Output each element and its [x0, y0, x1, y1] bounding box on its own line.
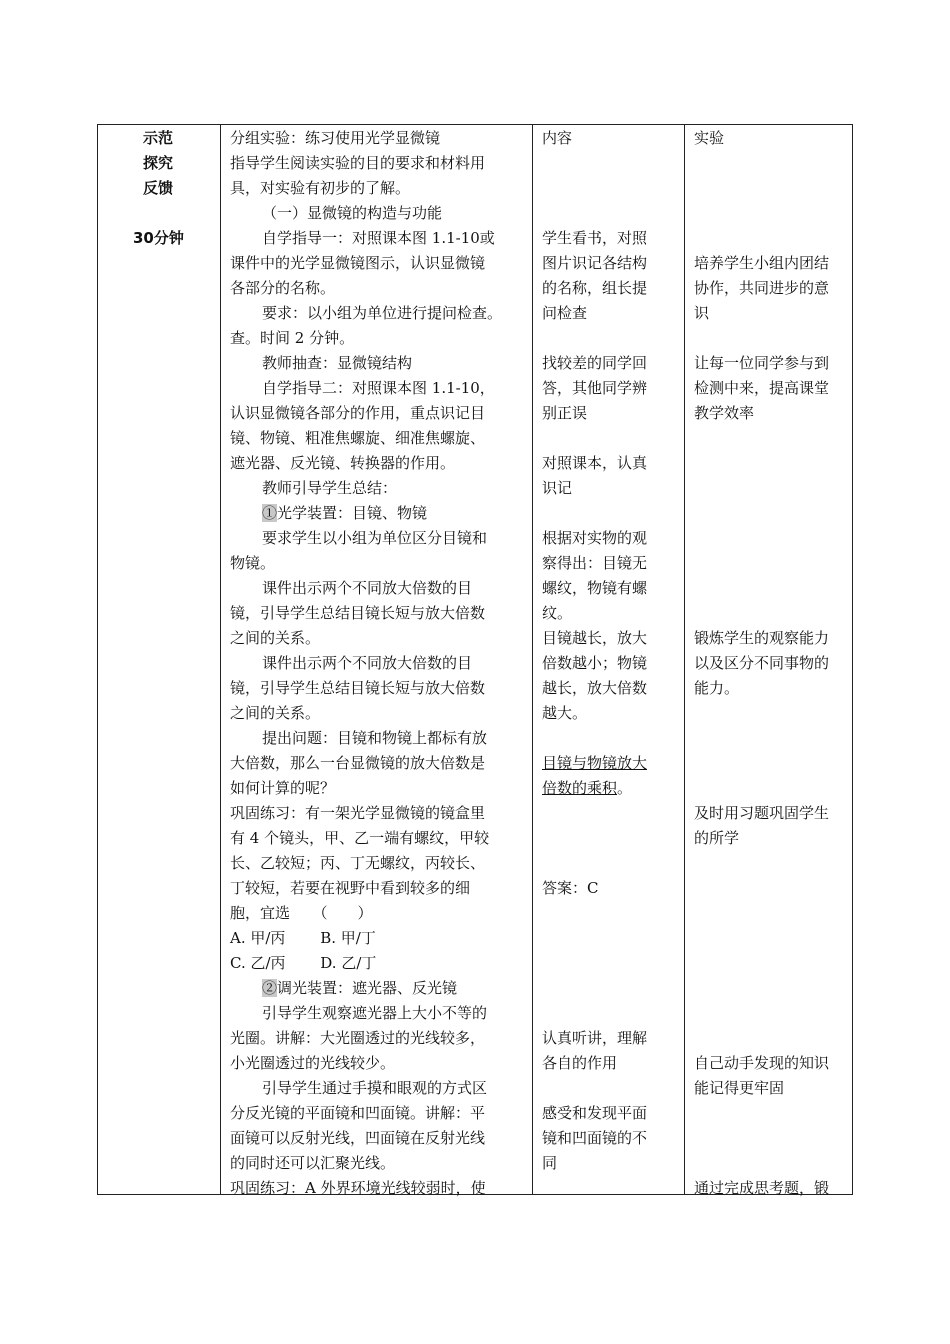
text-line: 各部分的名称。 — [230, 279, 336, 297]
text-line: 越长，放大倍数 — [542, 679, 648, 697]
text-line: 以及区分不同事物的 — [694, 654, 830, 672]
column-heading: 内容 — [542, 129, 573, 147]
text-line: ①光学装置：目镜、物镜 — [262, 504, 428, 522]
text-line: 让每一位同学参与到 — [694, 354, 830, 372]
text-line: 认真听讲，理解 — [542, 1029, 648, 1047]
text-line: 有 4 个镜头，甲、乙一端有螺纹，甲较 — [230, 829, 490, 847]
lesson-plan-table — [97, 124, 853, 1195]
text-line: 的同时还可以汇聚光线。 — [230, 1154, 396, 1172]
answer-option-line: A. 甲/丙 B. 甲/丁 — [230, 929, 376, 947]
text-line: 答，其他同学辨 — [542, 379, 648, 397]
text-line: 分反光镜的平面镜和凹面镜。讲解：平 — [230, 1104, 486, 1122]
text-line: 螺纹，物镜有螺 — [542, 579, 648, 597]
text-line: 的名称，组长提 — [542, 279, 648, 297]
text-line: 别正误 — [542, 404, 588, 422]
text-line: 识 — [694, 304, 710, 322]
text-line: 能力。 — [694, 679, 740, 697]
text-line: 找较差的同学回 — [542, 354, 648, 372]
text-line: 各自的作用 — [542, 1054, 618, 1072]
text-line: 小光圈透过的光线较少。 — [230, 1054, 396, 1072]
column-divider — [684, 125, 685, 1194]
text-line: 协作，共同进步的意 — [694, 279, 830, 297]
section-heading: （一）显微镜的构造与功能 — [262, 204, 443, 222]
text-line: 镜，引导学生总结目镜长短与放大倍数 — [230, 679, 486, 697]
text-line: 感受和发现平面 — [542, 1104, 648, 1122]
column-divider — [220, 125, 221, 1194]
text-line: 面镜可以反射光线，凹面镜在反射光线 — [230, 1129, 486, 1147]
text-line: 纹。 — [542, 604, 573, 622]
column-heading: 实验 — [694, 129, 725, 147]
text-line: 通过完成思考题，锻 — [694, 1179, 830, 1197]
text-line: 教学效率 — [694, 404, 755, 422]
text-line: 大倍数，那么一台显微镜的放大倍数是 — [230, 754, 486, 772]
text-line: 目镜越长，放大 — [542, 629, 648, 647]
column-divider — [532, 125, 533, 1194]
text-line: 课件中的光学显微镜图示，认识显微镜 — [230, 254, 486, 272]
text-line: 查。时间 2 分钟。 — [230, 329, 355, 347]
text-line: 越大。 — [542, 704, 588, 722]
text-line: 同 — [542, 1154, 558, 1172]
text-line: 胞，宜选 （ ） — [230, 904, 373, 922]
text-line: 引导学生观察遮光器上大小不等的 — [262, 1004, 488, 1022]
text-line: 察得出：目镜无 — [542, 554, 648, 572]
text-line: 之间的关系。 — [230, 704, 321, 722]
text-line: 学生看书，对照 — [542, 229, 648, 247]
text-line: 自学指导二：对照课本图 1.1-10， — [262, 379, 495, 397]
text-line: 的所学 — [694, 829, 740, 847]
text-line: 教师引导学生总结： — [262, 479, 398, 497]
text-line: 培养学生小组内团结 — [694, 254, 830, 272]
text-line: 课件出示两个不同放大倍数的目 — [262, 579, 473, 597]
circled-number: ② — [262, 979, 278, 997]
text-line: 图片识记各结构 — [542, 254, 648, 272]
text-line: 遮光器、反光镜、转换器的作用。 — [230, 454, 456, 472]
text-line: 认识显微镜各部分的作用，重点识记目 — [230, 404, 486, 422]
answer-text: 答案：C — [542, 879, 599, 897]
text-line: 教师抽查：显微镜结构 — [262, 354, 413, 372]
text-line: 物镜。 — [230, 554, 276, 572]
text-line: 倍数越小；物镜 — [542, 654, 648, 672]
text-line: 及时用习题巩固学生 — [694, 804, 830, 822]
text-line: 能记得更牢固 — [694, 1079, 785, 1097]
text-line: 镜，引导学生总结目镜长短与放大倍数 — [230, 604, 486, 622]
text-line: 对照课本，认真 — [542, 454, 648, 472]
text-line: 检测中来，提高课堂 — [694, 379, 830, 397]
text-line: 镜和凹面镜的不 — [542, 1129, 648, 1147]
text-line: 长、乙较短；丙、丁无螺纹，丙较长、 — [230, 854, 486, 872]
text-line: 光圈。讲解：大光圈透过的光线较多， — [230, 1029, 486, 1047]
text-line: 丁较短，若要在视野中看到较多的细 — [230, 879, 471, 897]
text-line: 自己动手发现的知识 — [694, 1054, 830, 1072]
text-line: 自学指导一：对照课本图 1.1-10或 — [262, 229, 495, 247]
text-line: 指导学生阅读实验的目的要求和材料用 — [230, 154, 486, 172]
stage-label: 探究 — [143, 154, 174, 172]
text-line: 识记 — [542, 479, 573, 497]
text-line: 分组实验：练习使用光学显微镜 — [230, 129, 441, 147]
text-line: 镜、物镜、粗准焦螺旋、细准焦螺旋、 — [230, 429, 486, 447]
time-label: 30分钟 — [133, 229, 184, 247]
answer-option-line: C. 乙/丙 D. 乙/丁 — [230, 954, 377, 972]
text-line: ②调光装置：遮光器、反光镜 — [262, 979, 458, 997]
text-line: 要求：以小组为单位进行提问检查。 — [262, 304, 503, 322]
text-line: 提出问题：目镜和物镜上都标有放 — [262, 729, 488, 747]
text-line: 问检查 — [542, 304, 588, 322]
text-line: 课件出示两个不同放大倍数的目 — [262, 654, 473, 672]
text-line: 巩固练习：有一架光学显微镜的镜盒里 — [230, 804, 486, 822]
text-line: 引导学生通过手摸和眼观的方式区 — [262, 1079, 488, 1097]
text-line: 具，对实验有初步的了解。 — [230, 179, 411, 197]
text-line: 锻炼学生的观察能力 — [694, 629, 830, 647]
text-line: 倍数的乘积。 — [542, 779, 633, 797]
stage-label: 反馈 — [143, 179, 174, 197]
stage-label: 示范 — [143, 129, 174, 147]
text-line: 根据对实物的观 — [542, 529, 648, 547]
circled-number: ① — [262, 504, 278, 522]
text-line: 如何计算的呢？ — [230, 779, 336, 797]
text-line: 之间的关系。 — [230, 629, 321, 647]
underlined-answer: 倍数的乘积 — [542, 779, 618, 797]
underlined-answer: 目镜与物镜放大 — [542, 754, 648, 772]
text-line: 要求学生以小组为单位区分目镜和 — [262, 529, 488, 547]
text-line: 巩固练习：A 外界环境光线较弱时，使 — [230, 1179, 486, 1197]
